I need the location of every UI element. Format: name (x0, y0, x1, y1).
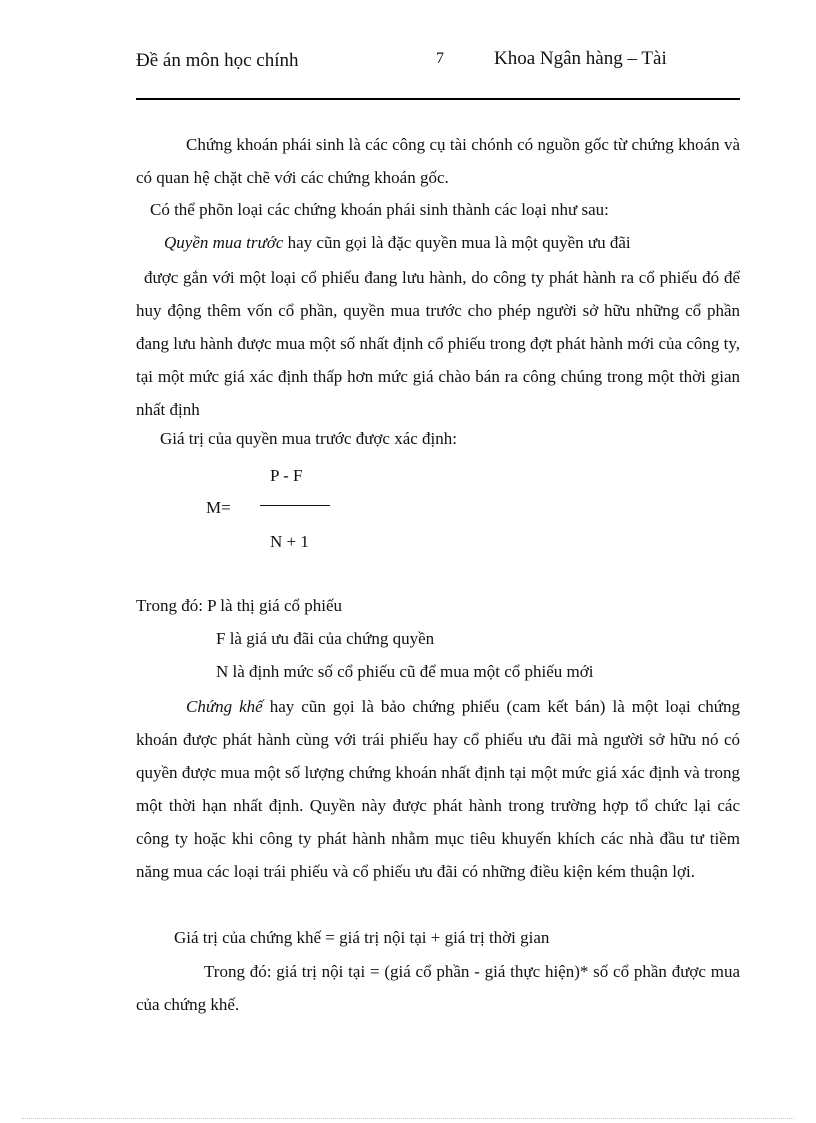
page-number: 7 (436, 50, 444, 67)
formula-numerator: P - F (270, 466, 303, 485)
paragraph-warrant-value: Giá trị của chứng khế = giá trị nội tại + giá trị thời gian (174, 928, 550, 947)
term-rights: Quyền mua trước (164, 233, 284, 252)
page-bottom-edge (22, 1118, 794, 1119)
where-f: F là giá ưu đãi của chứng quyền (216, 629, 435, 648)
header-rule (136, 98, 740, 100)
rights-definition-start: hay cũn gọi là đặc quyền mua là một quyền ưu đãi (283, 233, 631, 252)
formula-lhs: M= (206, 498, 231, 517)
term-warrants: Chứng khế (186, 697, 263, 716)
paragraph-intrinsic-value: Trong đó: giá trị nội tại = (giá cổ phần - giá thực hiện)* số cổ phần được mua của chứng khế. (136, 962, 740, 1014)
where-n: N là định mức số cổ phiếu cũ để mua một cổ phiếu mới (216, 662, 594, 681)
warrants-definition: hay cũn gọi là bảo chứng phiếu (cam kết bán) là một loại chứng khoán được phát hành cùng với trái phiếu hay cổ phiếu ưu đãi mà người sở hữu nó có quyền được mua một số lượng chứng khoán nhất định tại một mức giá xác định và trong một thời hạn nhất định. Quyền này được phát hành trong trường hợp tổ chức lại các công ty hoặc khi công ty phát hành nhằm mục tiêu khuyến khích các nhà đầu tư tiềm năng mua các loại trái phiếu và cổ phiếu ưu đãi có những điều kiện kém thuận lợi. (136, 697, 740, 881)
header-left-title: Đề án môn học chính (136, 50, 299, 71)
header-right-title: Khoa Ngân hàng – Tài (494, 48, 667, 69)
formula-fraction-bar (260, 505, 330, 506)
where-p: Trong đó: P là thị giá cổ phiếu (136, 596, 343, 615)
paragraph-rights-body: được gắn với một loại cổ phiếu đang lưu hành, do công ty phát hành ra cổ phiếu đó để huy động thêm vốn cổ phần, quyền mua trước cho phép người sở hữu những cổ phần đang lưu hành được mua một số nhất định cổ phiếu trong đợt phát hành mới của công ty, tại một mức giá xác định thấp hơn mức giá chào bán ra công chúng trong một thời gian nhất định (136, 268, 740, 419)
paragraph-rights-heading (164, 233, 631, 253)
paragraph-derivatives-intro: Chứng khoán phái sinh là các công cụ tài chónh có nguồn gốc từ chứng khoán và có quan hệ chặt chẽ với các chứng khoán gốc. (136, 135, 740, 187)
paragraph-warrants (136, 690, 740, 888)
paragraph-rights-value: Giá trị của quyền mua trước được xác định: (160, 429, 457, 448)
paragraph-classification: Có thể phõn loại các chứng khoán phái sinh thành các loại như sau: (150, 200, 609, 219)
formula-denominator: N + 1 (270, 532, 309, 551)
